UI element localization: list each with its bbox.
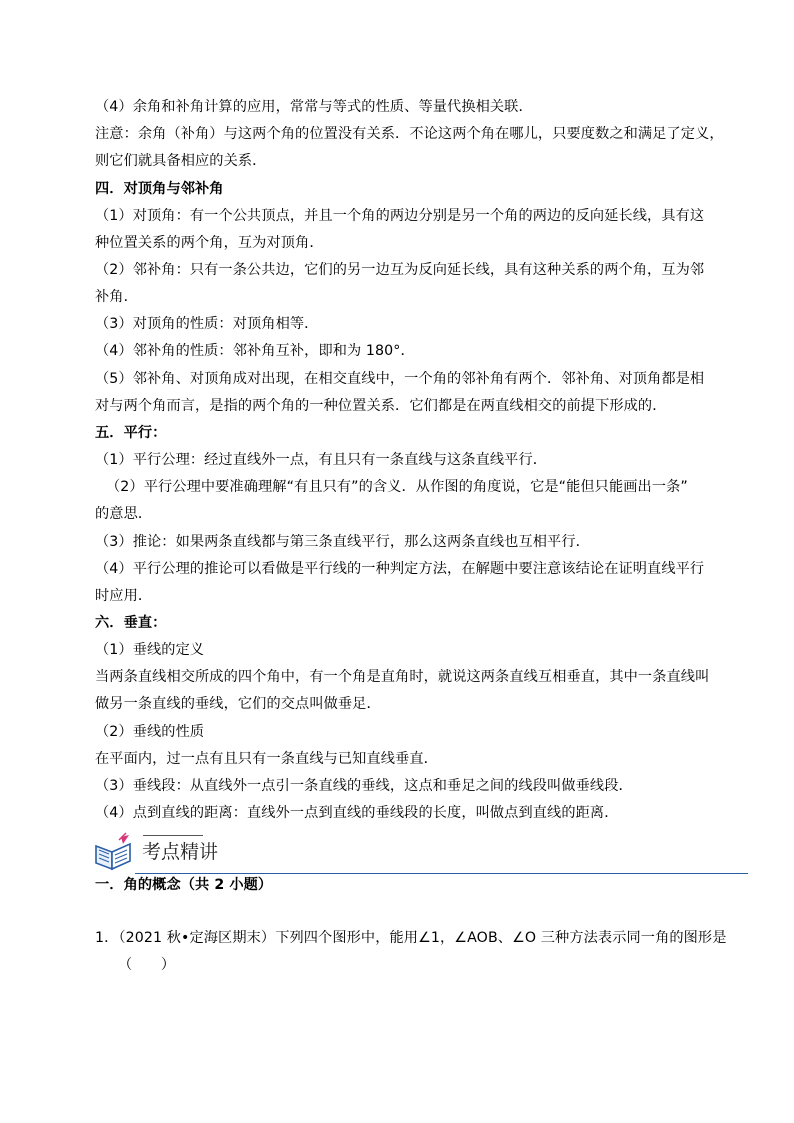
text-line: 在平面内，过一点有且只有一条直线与已知直线垂直． [95,751,438,767]
text-line: （3）推论：如果两条直线都与第三条直线平行，那么这两条直线也互相平行． [95,534,590,550]
text-line: （3）对顶角的性质：对顶角相等． [95,316,319,332]
text-line: （5）邻补角、对顶角成对出现，在相交直线中，一个角的邻补角有两个．邻补角、对顶角都是相 [95,371,705,387]
answer-blank: （ ） [118,957,176,973]
text-line: 的意思． [95,506,153,522]
text-line: （4）点到直线的距离：直线外一点到直线的垂线段的长度，叫做点到直线的距离． [95,805,619,821]
text-line: （2）平行公理中要准确理解“有且只有”的含义．从作图的角度说，它是“能但只能画出一条” [106,479,688,495]
banner-title: 考点精讲 [142,841,219,863]
open-book-icon [93,832,135,872]
text-line: （4）余角和补角计算的应用，常常与等式的性质、等量代换相关联． [95,99,533,115]
text-line: 则它们就具备相应的关系． [95,153,267,169]
text-line: （1）平行公理：经过直线外一点，有且只有一条直线与这条直线平行． [95,452,548,468]
section-heading: 四．对顶角与邻补角 [95,181,224,197]
subsection-heading: 一．角的概念（共 2 小题） [95,877,273,893]
text-line: 做另一条直线的垂线，它们的交点叫做垂足． [95,696,381,712]
text-line: （4）平行公理的推论可以看做是平行线的一种判定方法，在解题中要注意该结论在证明直线平行 [95,561,705,577]
text-line: 时应用． [95,588,153,604]
text-line: 当两条直线相交所成的四个角中，有一个角是直角时，就说这两条直线互相垂直，其中一条直线叫 [95,669,710,685]
text-line: 补角． [95,289,138,305]
text-line: （1）垂线的定义 [95,642,205,658]
text-line: 对与两个角而言，是指的两个角的一种位置关系．它们都是在两直线相交的前提下形成的． [95,398,667,414]
section-banner [93,832,748,874]
text-line: （2）邻补角：只有一条公共边，它们的另一边互为反向延长线，具有这种关系的两个角，互为邻 [95,262,705,278]
text-line: 种位置关系的两个角，互为对顶角． [95,235,324,251]
section-heading: 五．平行： [95,425,167,441]
text-line: （3）垂线段：从直线外一点引一条直线的垂线，这点和垂足之间的线段叫做垂线段． [95,778,633,794]
banner-divider [135,873,748,874]
section-heading: 六．垂直： [95,615,167,631]
text-line: （4）邻补角的性质：邻补角互补，即和为 180°． [95,343,415,359]
text-line: （1）对顶角：有一个公共顶点，并且一个角的两边分别是另一个角的两边的反向延长线，具有这 [95,208,705,224]
text-line: 注意：余角（补角）与这两个角的位置没有关系．不论这两个角在哪儿，只要度数之和满足了定义， [95,126,724,142]
text-line: （2）垂线的性质 [95,724,205,740]
question-text: 1．（2021 秋•定海区期末）下列四个图形中，能用∠1，∠AOB、∠O 三种方法表示同一角的图形是 [95,930,727,946]
